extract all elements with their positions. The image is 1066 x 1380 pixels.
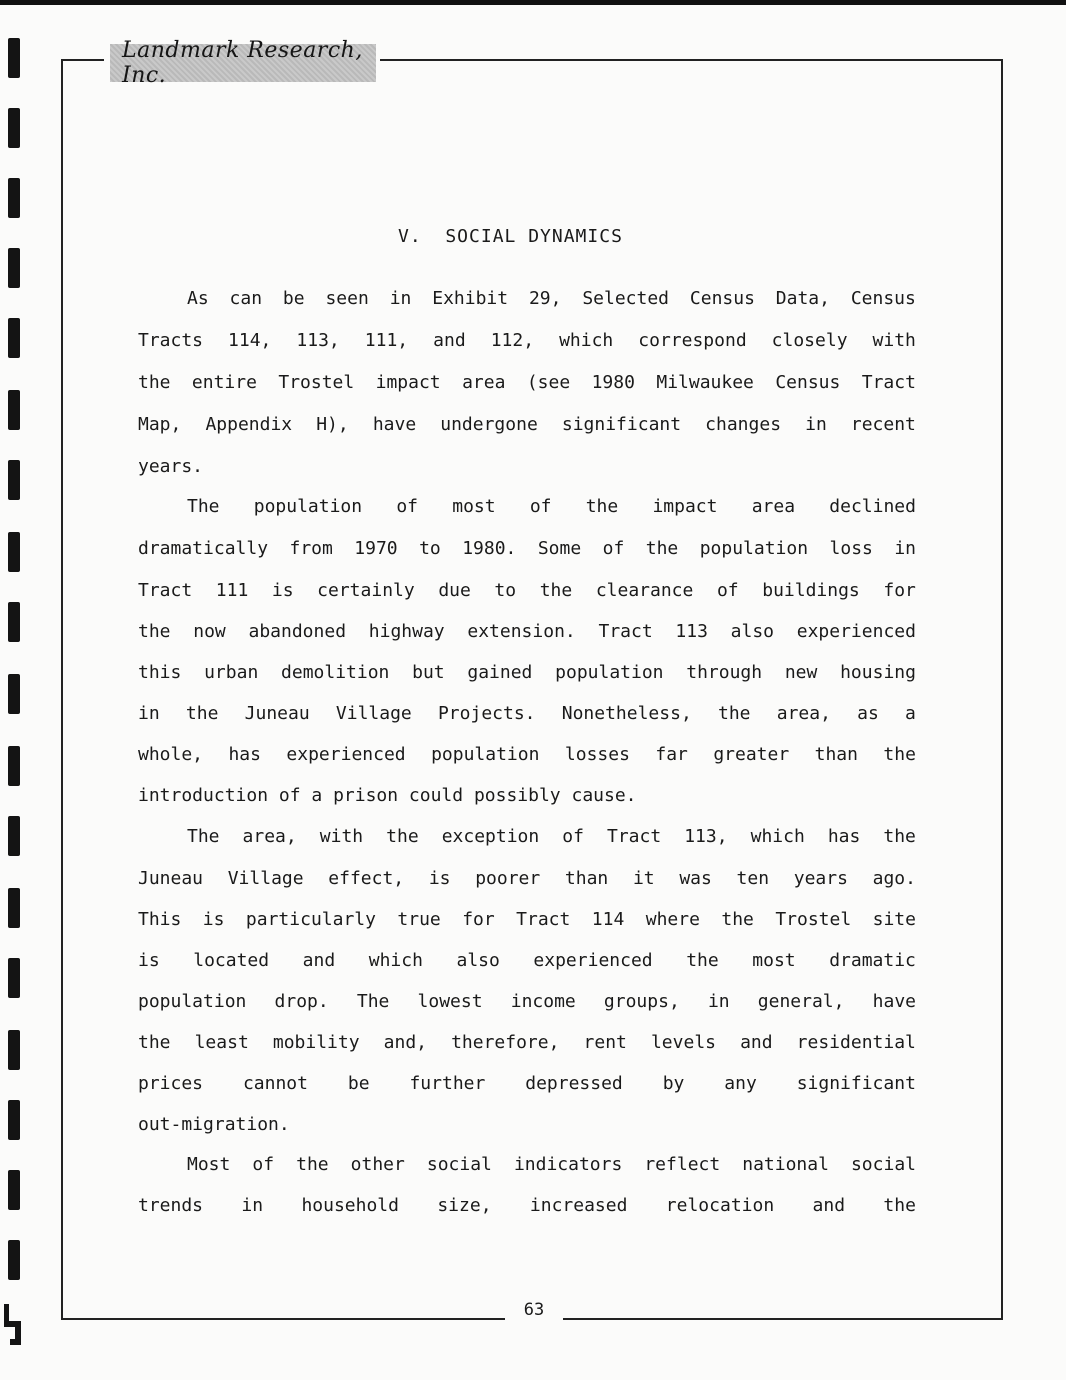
binding-hole <box>8 1100 20 1140</box>
text-line: prices cannot be further depressed by any significant <box>138 1073 916 1094</box>
text-line: the least mobility and, therefore, rent levels and residential <box>138 1032 916 1053</box>
text-line: population drop. The lowest income groups, in general, have <box>138 991 916 1012</box>
text-line: this urban demolition but gained population through new housing <box>138 662 916 683</box>
page-top-edge <box>0 0 1066 5</box>
binding-hole <box>8 108 20 148</box>
text-line: trends in household size, increased relocation and the <box>138 1195 916 1216</box>
text-line: whole, has experienced population losses far greater than the <box>138 744 916 765</box>
text-line: is located and which also experienced the most dramatic <box>138 950 916 971</box>
text-line: Juneau Village effect, is poorer than it was ten years ago. <box>138 868 916 889</box>
text-line: introduction of a prison could possibly cause. <box>138 785 637 806</box>
binding-hole <box>8 1030 20 1070</box>
text-line: The area, with the exception of Tract 113, which has the <box>187 826 916 847</box>
binding-hole <box>8 532 20 572</box>
binding-hole <box>8 390 20 430</box>
binding-hole <box>8 958 20 998</box>
binding-hole <box>8 38 20 78</box>
page-number: 63 <box>523 1300 545 1320</box>
binding-hole <box>8 674 20 714</box>
binding-hole <box>8 1240 20 1280</box>
text-line: the now abandoned highway extension. Tract 113 also experienced <box>138 621 916 642</box>
binding-hole <box>8 816 20 856</box>
text-line: Most of the other social indicators reflect national social <box>187 1154 916 1175</box>
text-line: As can be seen in Exhibit 29, Selected Census Data, Census <box>187 288 916 309</box>
text-line: years. <box>138 456 204 477</box>
text-line: Tract 111 is certainly due to the clearance of buildings for <box>138 580 916 601</box>
binding-hole <box>8 248 20 288</box>
binding-hole <box>8 888 20 928</box>
section-title: V. SOCIAL DYNAMICS <box>398 226 623 247</box>
text-line: This is particularly true for Tract 114 where the Trostel site <box>138 909 916 930</box>
text-line: Map, Appendix H), have undergone significant changes in recent <box>138 414 916 435</box>
binding-hole <box>8 1170 20 1210</box>
binding-hole <box>8 318 20 358</box>
binding-hole <box>8 178 20 218</box>
text-line: out-migration. <box>138 1114 290 1135</box>
text-line: dramatically from 1970 to 1980. Some of the population loss in <box>138 538 916 559</box>
text-line: Tracts 114, 113, 111, and 112, which correspond closely with <box>138 330 916 351</box>
company-logo-text: Landmark Research, Inc. <box>122 38 363 88</box>
binding-hole <box>8 746 20 786</box>
text-line: The population of most of the impact area declined <box>187 496 916 517</box>
company-logo <box>110 38 376 88</box>
binding-hole <box>8 602 20 642</box>
binding-hole <box>8 460 20 500</box>
binding-clip <box>4 1302 26 1346</box>
text-line: the entire Trostel impact area (see 1980 Milwaukee Census Tract <box>138 372 916 393</box>
text-line: in the Juneau Village Projects. Nonetheless, the area, as a <box>138 703 916 724</box>
